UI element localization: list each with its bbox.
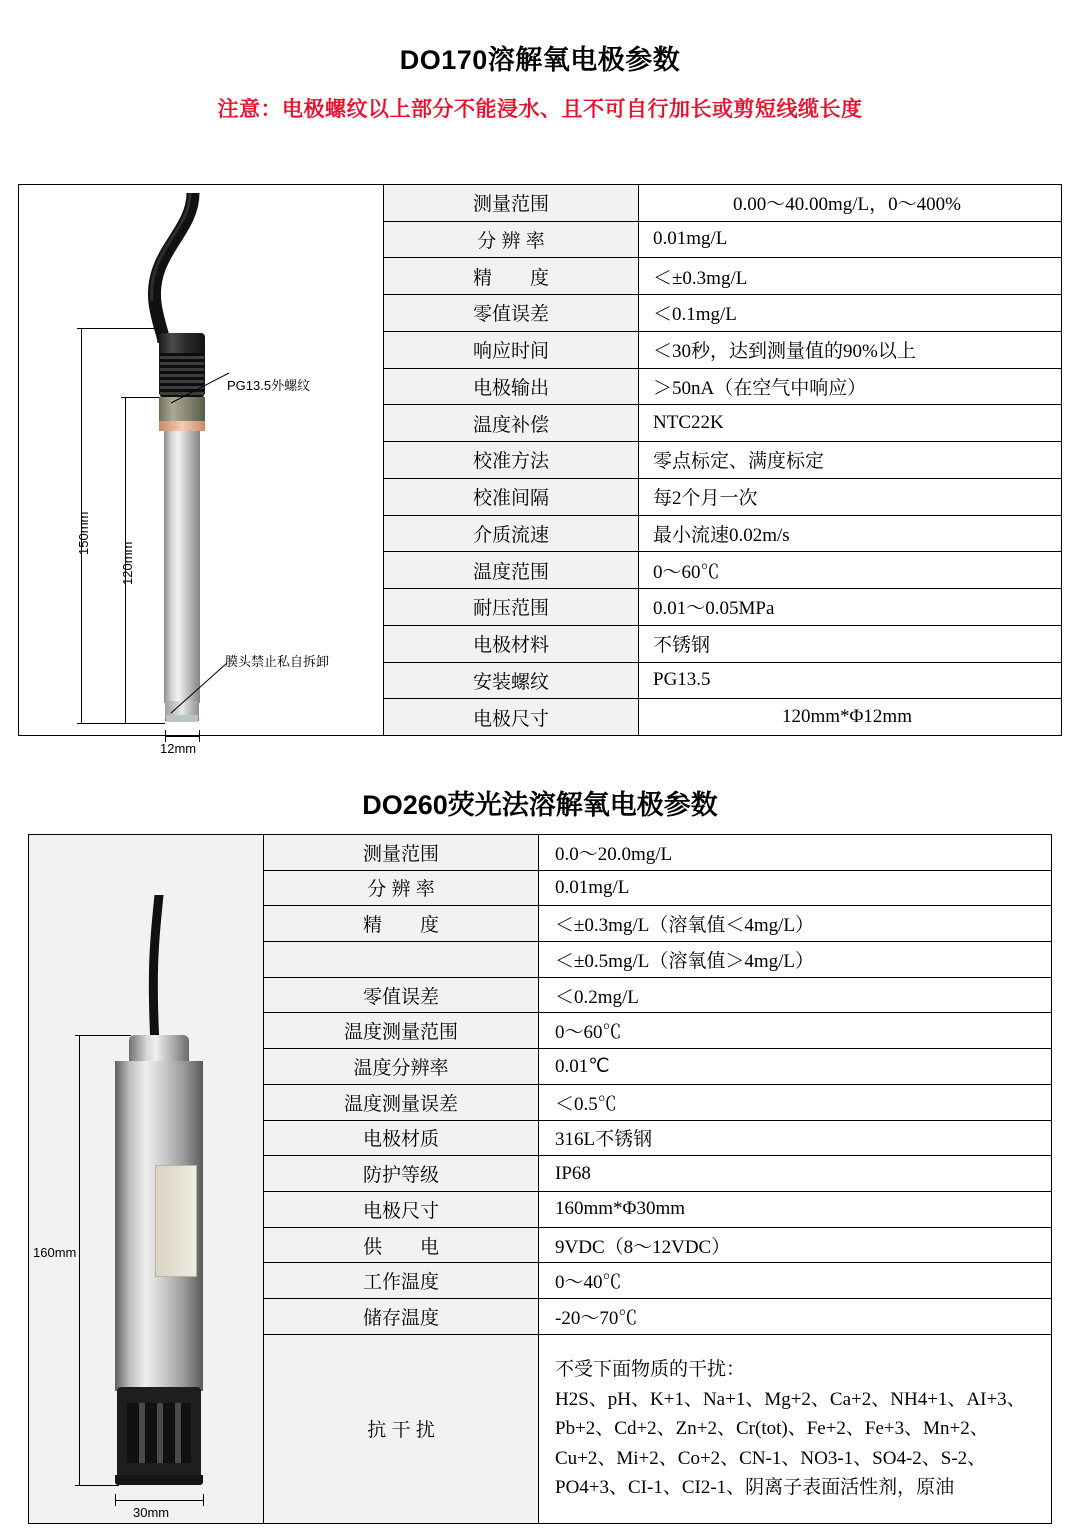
do170-spec-table: [384, 185, 1061, 735]
spec-label: 校准方法: [384, 442, 639, 479]
spec-label-continuation: [264, 942, 539, 978]
probe-sensor-cage: [117, 1387, 201, 1479]
spec-value: ＞50nA（在空气中响应）: [639, 368, 1062, 405]
spec-value: 160mm*Φ30mm: [539, 1192, 1052, 1228]
dim-30-tick-left: [115, 1494, 116, 1506]
section1-block: [18, 184, 1062, 756]
dim-150-tick-top: [77, 328, 159, 329]
table-row: [384, 662, 1061, 699]
dim-120-tick-bottom: [121, 723, 165, 724]
spec-value: 0.01～0.05MPa: [639, 589, 1062, 626]
section2-title: DO260荧光法溶解氧电极参数: [362, 790, 718, 820]
spec-value: ＜±0.3mg/L: [639, 258, 1062, 295]
interference-line-4: PO4+3、CI-1、CI2-1、阴离子表面活性剂，原油: [555, 1477, 955, 1499]
spec-label: 电极材质: [264, 1120, 539, 1156]
table-row: [384, 515, 1061, 552]
table-row: [384, 625, 1061, 662]
interference-intro: 不受下面物质的干扰：: [555, 1359, 746, 1381]
spec-label: 供 电: [264, 1227, 539, 1263]
spec-value: ＜30秒，达到测量值的90%以上: [639, 331, 1062, 368]
dim-30-line: [115, 1500, 203, 1501]
spec-value: 0.01℃: [539, 1049, 1052, 1085]
table-row: [384, 478, 1061, 515]
table-row: [264, 835, 1051, 870]
table-row: [264, 1192, 1051, 1228]
section1-warning: 注意：电极螺纹以上部分不能浸水、且不可自行加长或剪短线缆长度: [217, 98, 863, 121]
spec-label: 温度分辨率: [264, 1049, 539, 1085]
spec-value: 316L不锈钢: [539, 1120, 1052, 1156]
spec-value: 最小流速0.02m/s: [639, 515, 1062, 552]
table-row: [384, 405, 1061, 442]
section2-block: [28, 834, 1052, 1524]
table-row: [384, 368, 1061, 405]
table-row: [264, 1156, 1051, 1192]
spec-label: 耐压范围: [384, 589, 639, 626]
table-row: [264, 977, 1051, 1013]
spec-value: 0.00～40.00mg/L，0～400%: [639, 185, 1062, 221]
do170-probe-diagram: [19, 185, 384, 756]
interference-line-2: Pb+2、Cd+2、Zn+2、Cr(tot)、Fe+2、Fe+3、Mn+2、: [555, 1418, 989, 1440]
dim-160-tick-bottom: [75, 1485, 119, 1486]
table-row: [264, 1263, 1051, 1299]
table-row-interference: [264, 1334, 1051, 1523]
interference-line-3: Cu+2、Mi+2、Co+2、CN-1、NO3-1、SO4-2、S-2、: [555, 1447, 987, 1469]
callout-membrane: 膜头禁止私自拆卸: [225, 654, 330, 669]
do260-probe-diagram: [29, 835, 264, 1523]
spec-value: 0.01mg/L: [539, 870, 1052, 906]
table-row: [384, 699, 1061, 735]
table-row: [384, 221, 1061, 258]
document-page: [0, 38, 1080, 1535]
dim-120-label: 120mm: [120, 541, 135, 585]
table-row: [264, 1299, 1051, 1335]
spec-value: ＜±0.3mg/L（溶氧值＜4mg/L）: [539, 906, 1052, 942]
spec-value: 0～40℃: [539, 1263, 1052, 1299]
dim-120-tick-top: [121, 397, 159, 398]
spec-label: 校准间隔: [384, 478, 639, 515]
probe-ring: [159, 421, 205, 431]
do260-spec-table: [264, 835, 1051, 1523]
spec-label: 电极输出: [384, 368, 639, 405]
spec-label: 电极尺寸: [384, 699, 639, 735]
cable-icon: [137, 895, 173, 1045]
spec-label: 电极尺寸: [264, 1192, 539, 1228]
spec-value: 0～60℃: [639, 552, 1062, 589]
table-row: [264, 1120, 1051, 1156]
spec-value: PG13.5: [639, 662, 1062, 699]
spec-label: 零值误差: [264, 977, 539, 1013]
probe-label-sticker: [155, 1165, 197, 1277]
callout-thread: PG13.5外螺纹: [227, 378, 311, 393]
spec-label: 温度测量误差: [264, 1084, 539, 1120]
dim-30-tick-right: [203, 1494, 204, 1506]
table-row: [384, 295, 1061, 332]
spec-label: 电极材料: [384, 625, 639, 662]
spec-label: 零值误差: [384, 295, 639, 332]
spec-label: 响应时间: [384, 331, 639, 368]
table-row: [264, 1084, 1051, 1120]
spec-value: IP68: [539, 1156, 1052, 1192]
spec-value: 9VDC（8～12VDC）: [539, 1227, 1052, 1263]
spec-label: 温度补偿: [384, 405, 639, 442]
cable-icon: [131, 193, 205, 343]
table-row: [264, 1049, 1051, 1085]
spec-label: 温度测量范围: [264, 1013, 539, 1049]
spec-value: ＜0.2mg/L: [539, 977, 1052, 1013]
spec-label: 抗 干 扰: [264, 1334, 539, 1523]
spec-value: ＜0.1mg/L: [639, 295, 1062, 332]
dim-12-label: 12mm: [160, 741, 197, 756]
table-row: [384, 552, 1061, 589]
probe-membrane: [166, 715, 198, 722]
dim-160-label: 160mm: [33, 1245, 77, 1260]
dim-150-label: 150mm: [76, 511, 91, 555]
interference-line-1: H2S、pH、K+1、Na+1、Mg+2、Ca+2、NH4+1、AI+3、: [555, 1388, 1026, 1410]
table-row: [264, 942, 1051, 978]
spec-label: 分 辨 率: [384, 221, 639, 258]
table-row: [264, 906, 1051, 942]
spec-value: 0.01mg/L: [639, 221, 1062, 258]
probe-head: [129, 1035, 189, 1063]
probe-foot: [115, 1475, 203, 1485]
spec-value-interference: [539, 1334, 1052, 1523]
table-row: [384, 442, 1061, 479]
table-row: [384, 331, 1061, 368]
spec-label: 储存温度: [264, 1299, 539, 1335]
table-row: [264, 1013, 1051, 1049]
section1-title: DO170溶解氧电极参数: [399, 45, 681, 75]
spec-label: 分 辨 率: [264, 870, 539, 906]
spec-value: -20～70℃: [539, 1299, 1052, 1335]
spec-value: 零点标定、满度标定: [639, 442, 1062, 479]
spec-value: ＜0.5℃: [539, 1084, 1052, 1120]
spec-value: 0.0～20.0mg/L: [539, 835, 1052, 870]
dim-30-label: 30mm: [133, 1505, 170, 1520]
spec-label: 精 度: [264, 906, 539, 942]
spec-value: NTC22K: [639, 405, 1062, 442]
dim-160-tick-top: [75, 1035, 131, 1036]
spec-value: 不锈钢: [639, 625, 1062, 662]
dim-12-line: [165, 736, 199, 737]
spec-label: 精 度: [384, 258, 639, 295]
table-row: [384, 258, 1061, 295]
spec-label: 防护等级: [264, 1156, 539, 1192]
table-row: [384, 589, 1061, 626]
spec-label: 温度范围: [384, 552, 639, 589]
spec-value: 每2个月一次: [639, 478, 1062, 515]
spec-value: 120mm*Φ12mm: [639, 699, 1062, 735]
table-row: [264, 870, 1051, 906]
spec-value-continuation: ＜±0.5mg/L（溶氧值＞4mg/L）: [539, 942, 1052, 978]
spec-label: 测量范围: [264, 835, 539, 870]
dim-160-line: [79, 1035, 80, 1485]
table-row: [264, 1227, 1051, 1263]
spec-label: 测量范围: [384, 185, 639, 221]
table-row: [384, 185, 1061, 221]
spec-label: 介质流速: [384, 515, 639, 552]
spec-value: 0～60℃: [539, 1013, 1052, 1049]
spec-label: 工作温度: [264, 1263, 539, 1299]
spec-label: 安装螺纹: [384, 662, 639, 699]
dim-12-tick-right: [199, 730, 200, 742]
